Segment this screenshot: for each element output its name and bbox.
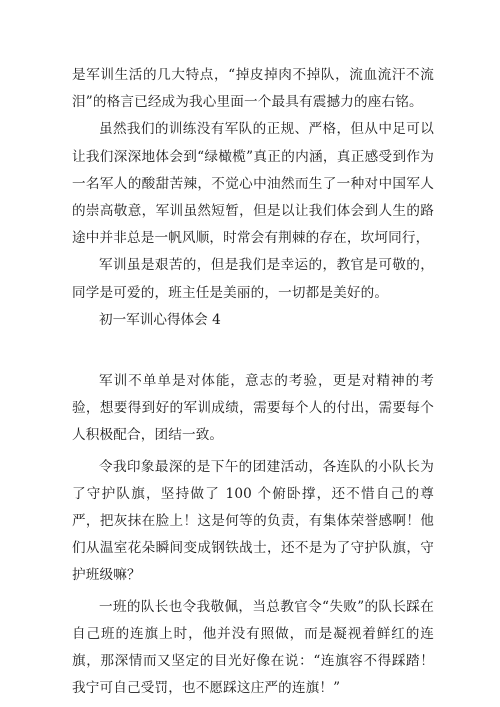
paragraph-class-one-captain: 一班的队长也令我敬佩，当总教官令“失败”的队长踩在自己班的连旗上时，他并没有照做，而是凝视着鲜红的连旗，那深情而又坚定的目光好像在说：“连旗容不得踩踏！我宁可自己受罚，也不愿踩这庄严的连旗！” (72, 598, 434, 697)
paragraph-training-test: 军训不单单是对体能，意志的考验，更是对精神的考验，想要得到好的军训成绩，需要每个人的付出，需要每个人积极配合，团结一致。 (72, 373, 434, 444)
paragraph-team-activity: 令我印象最深的是下午的团建活动，各连队的小队长为了守护队旗，坚持做了 100 个俯卧撑，还不惜自己的尊严，把灰抹在脸上！这是何等的负责，有集体荣誉感啊！他们从温室花朵瞬间变成钢铁战士，还不是为了守护队旗，守护班级嘛？ (72, 458, 434, 584)
section-title: 初一军训心得体会 4 (99, 311, 221, 328)
paragraph-training-meaning: 虽然我们的训练没有军队的正规、严格，但从中足可以让我们深深地体会到“绿橄榄”真正的内涵，真正感受到作为一名军人的酸甜苦辣，不觉心中油然而生了一种对中国军人的崇高敬意，军训虽然短暂，但是以让我们体会到人生的路途中并非总是一帆风顺，时常会有荆棘的存在，坎坷同行， (72, 121, 434, 247)
paragraph-training-summary: 军训虽是艰苦的，但是我们是幸运的，教官是可敬的，同学是可爱的，班主任是美丽的，一切都是美好的。 (72, 257, 434, 301)
paragraph-continuation: 是军训生活的几大特点，“掉皮掉肉不掉队，流血流汗不流泪”的格言已经成为我心里面一个最具有震撼力的座右铭。 (72, 67, 434, 111)
section-gap (72, 334, 434, 368)
document-body (72, 62, 434, 702)
